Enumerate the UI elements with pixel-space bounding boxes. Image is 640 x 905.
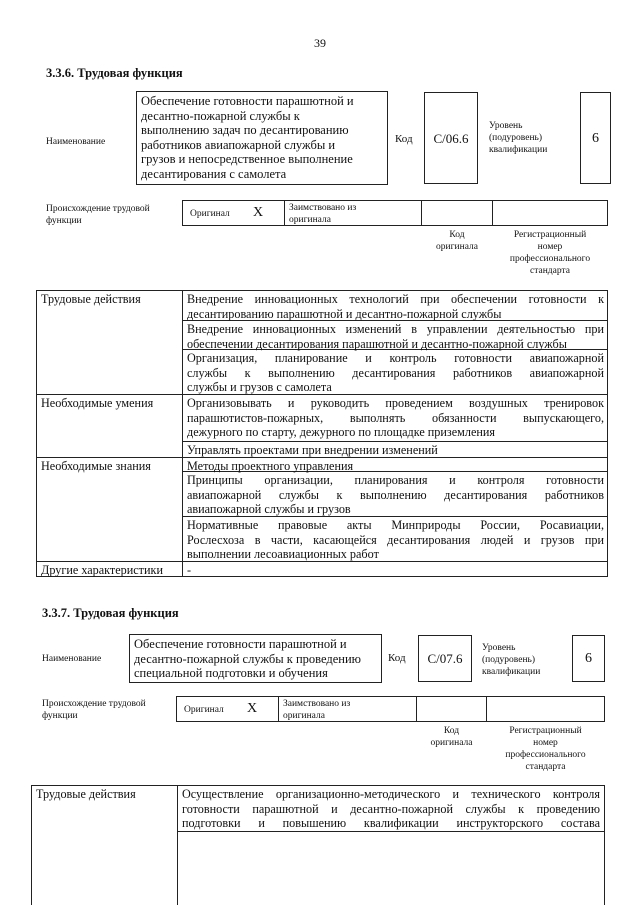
origin-row-336 <box>182 200 608 226</box>
original-mark-337: X <box>247 701 258 716</box>
code-box-336 <box>424 92 478 184</box>
labor-action-1-337: Осуществление организационно-методического и технического контроля готовности парашютной и десантно-пожарной службы к проведению подготовки и повышению квалификации инструкторского состава <box>182 787 600 831</box>
code-value-337: С/07.6 <box>427 651 463 666</box>
knowledge-1-336: Методы проектного управления <box>187 459 354 473</box>
other-label-336: Другие характеристики <box>41 563 163 577</box>
labor-action-3-336: Организация, планирование и контроль готовности авиапожарной службы к выполнению десантирования работников авиапожарной службы и грузов с самолета <box>187 351 604 395</box>
section-title-336: 3.3.6. Трудовая функция <box>46 66 183 80</box>
level-label-337: Уровень (подуровень) квалификации <box>482 643 541 677</box>
labor-action-1-336: Внедрение инновационных технологий при обеспечении готовности к десантированию парашютной и десантно-пожарной службы <box>187 292 604 321</box>
page-number: 39 <box>314 36 326 50</box>
section-title-337: 3.3.7. Трудовая функция <box>42 606 179 620</box>
code-box-337 <box>418 635 472 682</box>
skills-label-336: Необходимые умения <box>41 396 154 410</box>
labor-actions-label-337: Трудовые действия <box>36 787 136 801</box>
original-label-337: Оригинал <box>184 705 224 715</box>
origin-label-336: Происхождение трудовой функции <box>46 204 150 226</box>
level-value-336: 6 <box>592 131 599 146</box>
knowledge-2-336: Принципы организации, планирования и контроля готовности авиапожарной службы к выполнению десантирования работников авиапожарной службы и грузов <box>187 473 604 517</box>
borrowed-label-337: Заимствовано из оригинала <box>283 699 351 721</box>
name-label-337: Наименование <box>42 654 102 664</box>
borrowed-label-336: Заимствовано из оригинала <box>289 203 357 225</box>
code-label-336: Код <box>395 133 413 145</box>
original-label-336: Оригинал <box>190 209 230 219</box>
function-name-337: Обеспечение готовности парашютной и десантно-пожарной службы к проведению специальной подготовки и обучения <box>134 637 361 680</box>
skill-2-336: Управлять проектами при внедрении изменений <box>187 443 438 457</box>
level-box-336 <box>580 92 611 184</box>
reg-number-label-337: Регистрационный номер профессионального стандарта <box>505 726 586 772</box>
level-box-337 <box>572 635 605 682</box>
knowledge-label-336: Необходимые знания <box>41 459 151 473</box>
original-mark-336: X <box>253 205 264 220</box>
code-original-label-336: Код оригинала <box>436 230 478 252</box>
function-name-box-336 <box>136 91 388 185</box>
origin-row-337 <box>176 696 605 722</box>
function-name-box-337 <box>129 634 382 683</box>
code-value-336: С/06.6 <box>433 131 469 146</box>
level-value-337: 6 <box>585 651 592 666</box>
skill-1-336: Организовывать и руководить проведением воздушных тренировок парашютистов-пожарных, выполнять обязанности выпускающего, дежурного по старту, дежурного по площадке приземления <box>187 396 604 440</box>
code-original-label-337: Код оригинала <box>430 726 473 748</box>
origin-label-337: Происхождение трудовой функции <box>42 699 146 721</box>
other-value-336: - <box>187 563 192 577</box>
code-label-337: Код <box>388 652 406 664</box>
knowledge-3-336: Нормативные правовые акты Минприроды России, Росавиации, Рослесхоза в части, касающейся десантирования людей и грузов при выполнении лесоавиационных работ <box>187 518 604 562</box>
reg-number-label-336: Регистрационный номер профессионального стандарта <box>509 230 591 276</box>
level-label-336: Уровень (подуровень) квалификации <box>489 121 548 155</box>
name-label-336: Наименование <box>46 137 106 147</box>
labor-actions-label-336: Трудовые действия <box>41 292 141 306</box>
function-name-336: Обеспечение готовности парашютной и десантно-пожарной службы к выполнению задач по десантированию работников авиапожарной службы и грузов и непосредственное выполнение десантирования с самолета <box>141 94 354 181</box>
labor-action-2-336: Внедрение инновационных изменений в управлении деятельностью при обеспечении десантирования парашютной и десантно-пожарной службы <box>187 322 604 351</box>
